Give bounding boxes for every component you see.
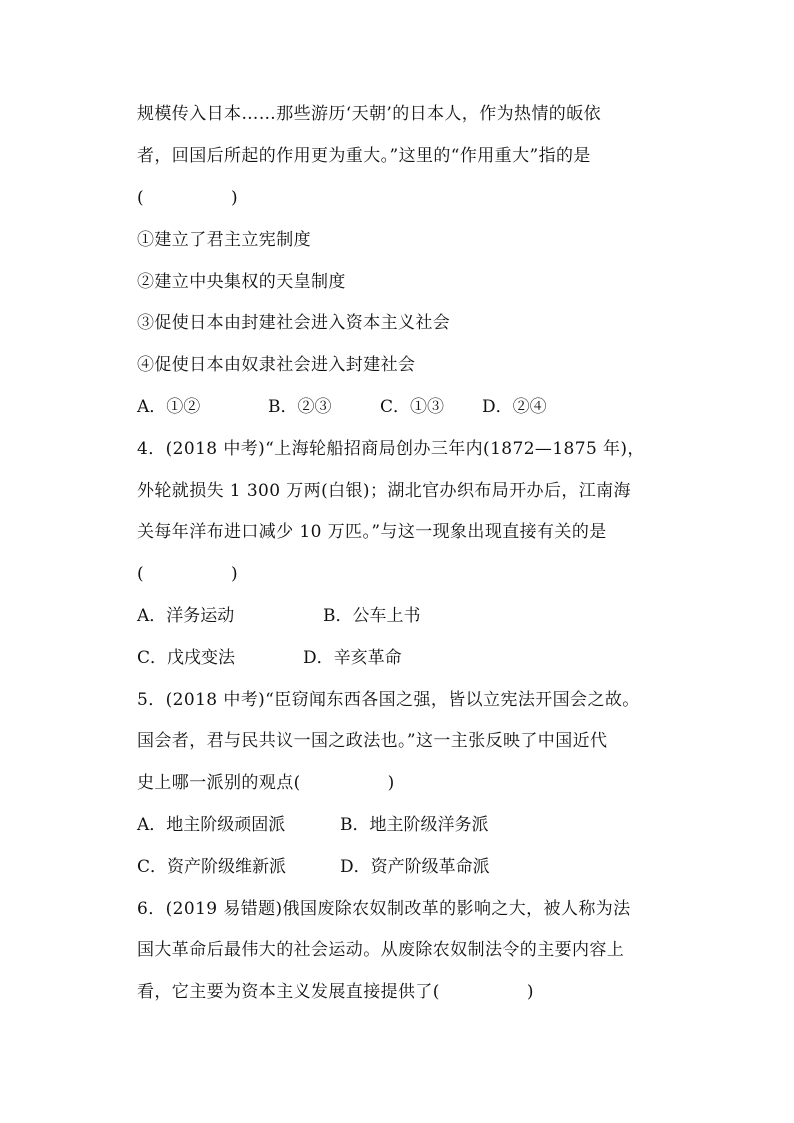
q5-stem-line-1: 5．(2018 中考)“臣窃闻东西各国之强，皆以立宪法开国会之故。 [137, 690, 640, 710]
q4-option-c: C．戊戌变法 [137, 648, 236, 668]
q3-option-c: C．①③ [380, 397, 445, 417]
q3-answer-blank: ( ) [137, 188, 239, 208]
q6-stem-line-1: 6．(2019 易错题)俄国废除农奴制改革的影响之大，被人称为法 [137, 899, 631, 919]
q4-stem-line-3: 关每年洋布进口减少 10 万匹。”与这一现象出现直接有关的是 [137, 522, 607, 542]
q5-option-b: B．地主阶级洋务派 [340, 815, 489, 835]
q5-option-a: A．地主阶级顽固派 [137, 815, 286, 835]
q6-stem-line-3: 看，它主要为资本主义发展直接提供了( ) [137, 982, 534, 1002]
q3-option-b: B．②③ [268, 397, 332, 417]
q3-item-1: ①建立了君主立宪制度 [137, 230, 311, 250]
q3-option-a: A．①② [137, 397, 201, 417]
q4-option-d: D．辛亥革命 [303, 648, 402, 668]
q3-item-2: ②建立中央集权的天皇制度 [137, 272, 346, 292]
q3-stem-line-2: 者，回国后所起的作用更为重大。”这里的“作用重大”指的是 [137, 146, 591, 166]
q3-item-4: ④促使日本由奴隶社会进入封建社会 [137, 355, 416, 375]
q3-item-3: ③促使日本由封建社会进入资本主义社会 [137, 313, 451, 333]
q5-stem-line-2: 国会者，君与民共议一国之政法也。”这一主张反映了中国近代 [137, 731, 608, 751]
q5-option-c: C．资产阶级维新派 [137, 857, 287, 877]
q4-option-a: A．洋务运动 [137, 606, 235, 626]
q3-option-d: D．②④ [482, 397, 547, 417]
q5-stem-line-3: 史上哪一派别的观点( ) [137, 773, 395, 793]
q4-option-b: B．公车上书 [323, 606, 421, 626]
q6-stem-line-2: 国大革命后最伟大的社会运动。从废除农奴制法令的主要内容上 [137, 940, 625, 960]
q4-stem-line-1: 4．(2018 中考)“上海轮船招商局创办三年内(1872—1875 年)， [137, 439, 645, 459]
q4-answer-blank: ( ) [137, 564, 239, 584]
q3-stem-line-1: 规模传入日本……那些游历‘天朝’的日本人，作为热情的皈依 [137, 104, 602, 124]
q5-option-d: D．资产阶级革命派 [340, 857, 490, 877]
q4-stem-line-2: 外轮就损失 1 300 万两(白银)；湖北官办织布局开办后，江南海 [137, 481, 631, 501]
